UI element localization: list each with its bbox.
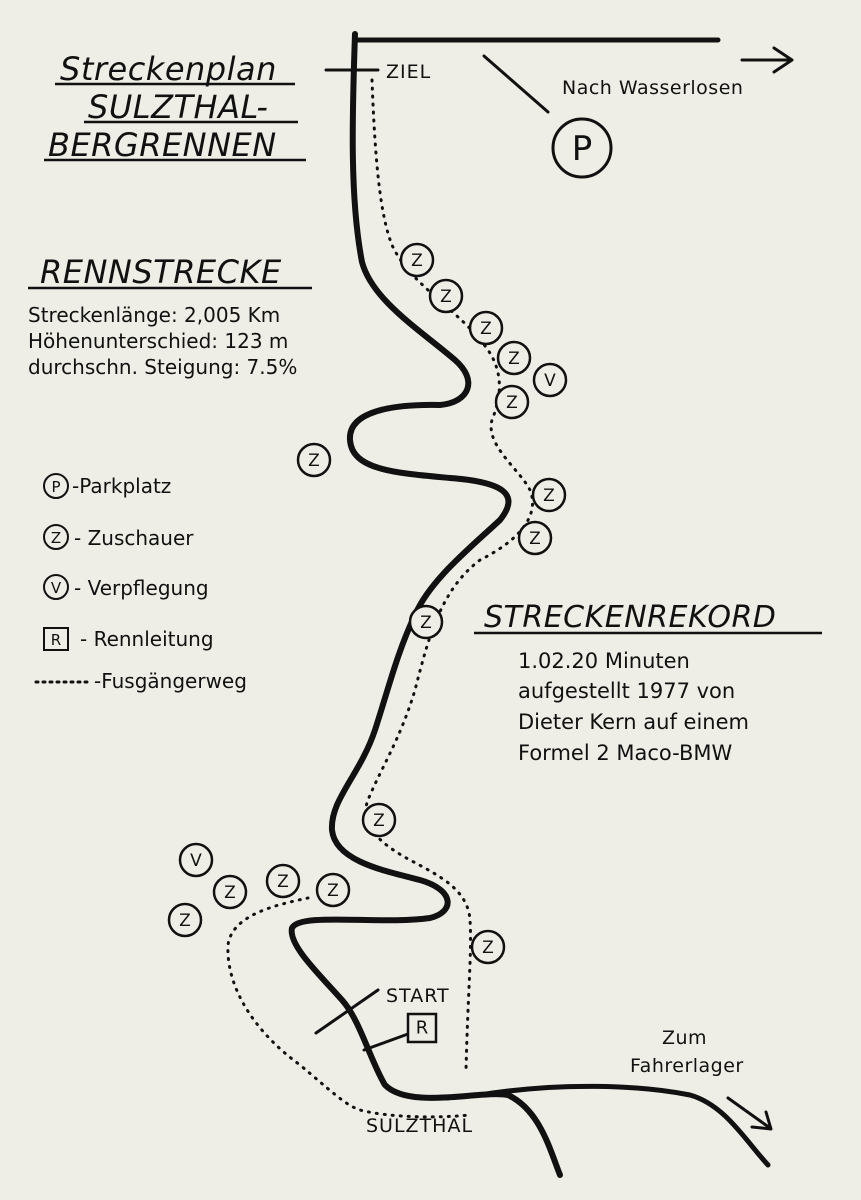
svg-text:Z: Z: [440, 287, 452, 307]
spectator-marker: [498, 342, 530, 374]
spectator-marker: [363, 804, 395, 836]
spectator-marker: [298, 444, 330, 476]
course-length: Streckenlänge: 2,005 Km: [28, 303, 281, 327]
svg-text:Z: Z: [308, 451, 320, 471]
svg-text:Z: Z: [508, 349, 520, 369]
legend-item-fusgaengerweg: [36, 669, 247, 693]
catering-marker: [180, 844, 212, 876]
spectator-marker: [401, 244, 433, 276]
race-control-marker: [408, 1014, 436, 1042]
map-title: [44, 50, 306, 164]
spectator-marker: [470, 312, 502, 344]
sulzthal-label: SULZTHAL: [366, 1115, 474, 1137]
legend-label: - Verpflegung: [74, 576, 209, 600]
svg-text:Z: Z: [224, 883, 236, 903]
spectator-marker: [533, 479, 565, 511]
course-elevation: Höhenunterschied: 123 m: [28, 329, 289, 353]
race-control-connector: [364, 1034, 408, 1050]
svg-text:Z: Z: [327, 881, 339, 901]
wasserlosen-label: Nach Wasserlosen: [562, 77, 744, 99]
svg-text:V: V: [190, 851, 202, 871]
spectator-marker: [169, 904, 201, 936]
course-info: [28, 253, 312, 379]
svg-text:Z: Z: [411, 251, 423, 271]
course-gradient: durchschn. Steigung: 7.5%: [28, 355, 298, 379]
legend-item-zuschauer: [44, 525, 194, 550]
svg-text:V: V: [50, 579, 62, 597]
legend-label: -Parkplatz: [72, 474, 172, 498]
svg-text:Z: Z: [373, 811, 385, 831]
fahrerlager-label-line-2: Fahrerlager: [630, 1055, 744, 1077]
spectator-marker: [472, 931, 504, 963]
spectator-marker: [410, 606, 442, 638]
catering-marker: [534, 364, 566, 396]
svg-text:Z: Z: [50, 529, 62, 547]
arrow-wasserlosen: [742, 48, 792, 72]
legend-label: -Fusgängerweg: [94, 669, 247, 693]
course-info-heading: RENNSTRECKE: [40, 253, 282, 291]
record-driver: Dieter Kern auf einem: [518, 710, 749, 734]
legend-label: - Rennleitung: [80, 627, 214, 651]
parking-pointer: [484, 56, 548, 112]
svg-text:Z: Z: [529, 529, 541, 549]
record-year: aufgestellt 1977 von: [518, 679, 736, 703]
svg-text:Z: Z: [480, 319, 492, 339]
title-line-2: SULZTHAL-: [88, 88, 269, 126]
legend-item-parkplatz: [44, 474, 171, 498]
title-line-1: Streckenplan: [60, 50, 277, 88]
course-record: [474, 600, 822, 765]
svg-text:V: V: [544, 371, 556, 391]
record-car: Formel 2 Maco-BMW: [518, 741, 733, 765]
spectator-marker: [519, 522, 551, 554]
legend-item-rennleitung: [44, 627, 214, 651]
legend-label: - Zuschauer: [74, 526, 194, 550]
record-heading: STRECKENREKORD: [484, 600, 777, 635]
svg-text:Z: Z: [482, 938, 494, 958]
svg-text:Z: Z: [277, 872, 289, 892]
record-time: 1.02.20 Minuten: [518, 649, 690, 673]
svg-text:Z: Z: [420, 613, 432, 633]
svg-text:R: R: [50, 631, 62, 649]
spectator-marker: [317, 874, 349, 906]
svg-text:Z: Z: [506, 393, 518, 413]
svg-text:Z: Z: [179, 911, 191, 931]
title-line-3: BERGRENNEN: [48, 126, 277, 164]
svg-text:R: R: [415, 1017, 429, 1039]
start-label: START: [386, 985, 450, 1007]
svg-text:Z: Z: [543, 486, 555, 506]
road-to-fahrerlager: [480, 1086, 768, 1165]
start-line: [316, 990, 378, 1033]
finish-label: ZIEL: [386, 61, 432, 83]
spectator-marker: [496, 386, 528, 418]
spectator-marker: [267, 865, 299, 897]
spectator-marker: [430, 280, 462, 312]
svg-text:P: P: [51, 478, 61, 496]
svg-text:P: P: [571, 129, 593, 169]
spectator-marker: [214, 876, 246, 908]
parking-marker: [553, 119, 611, 177]
legend-item-verpflegung: [44, 575, 209, 600]
legend: [36, 474, 247, 693]
fahrerlager-label-line-1: Zum: [662, 1027, 708, 1049]
